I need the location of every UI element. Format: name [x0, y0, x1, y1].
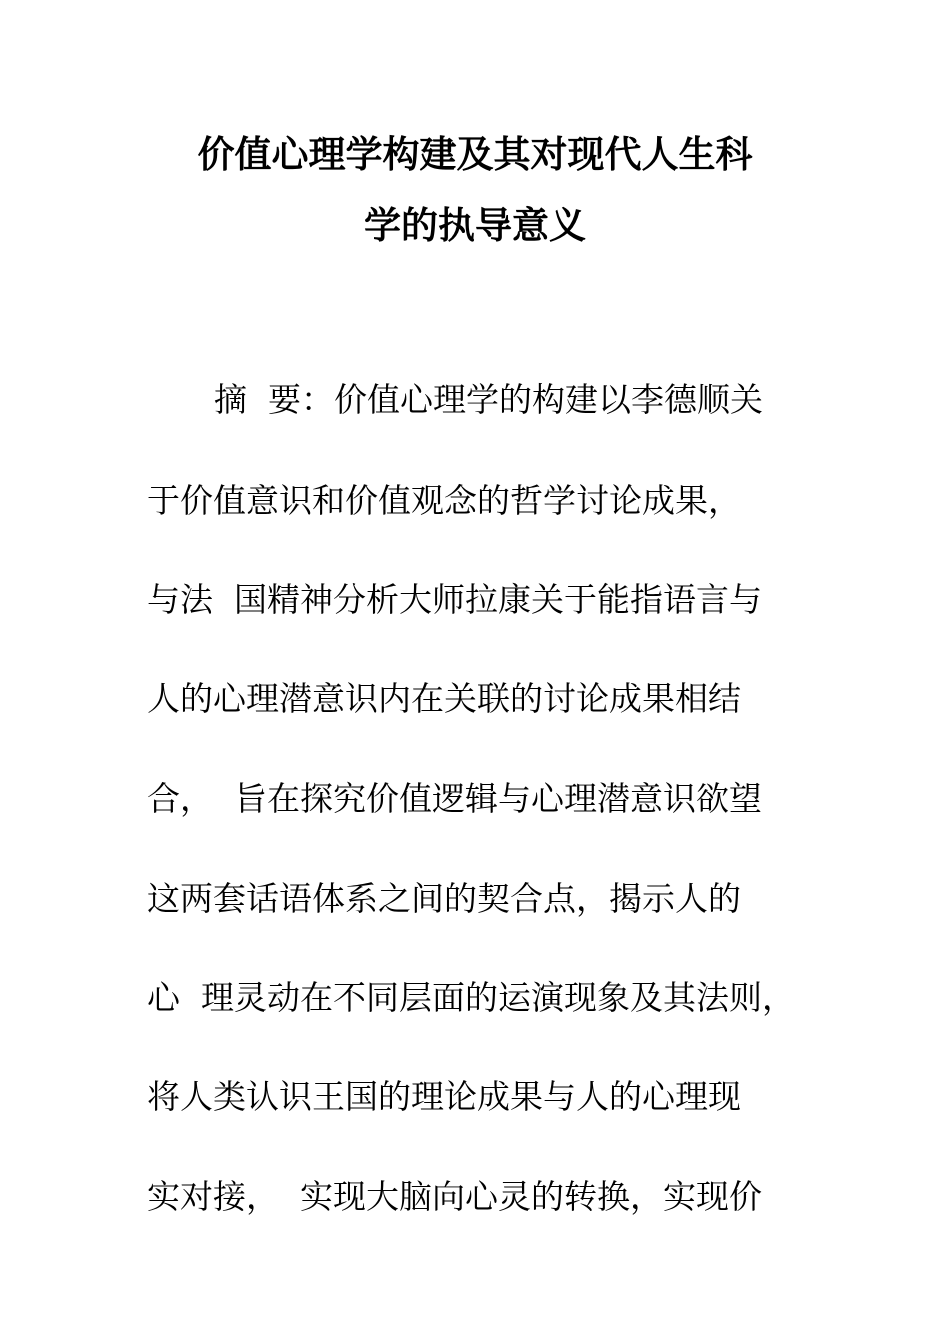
abstract-line-6: 这两套话语体系之间的契合点，揭示人的: [147, 879, 741, 918]
abstract-line-9: 实对接， 实现大脑向心灵的转换，实现价: [147, 1177, 762, 1216]
abstract-line-7: 心 理灵动在不同层面的运演现象及其法则，: [147, 978, 795, 1017]
abstract-line-3: 与法 国精神分析大师拉康关于能指语言与: [147, 580, 762, 619]
abstract-line-8: 将人类认识王国的理论成果与人的心理现: [147, 1077, 741, 1116]
abstract-line-1: 摘 要：价值心理学的构建以李德顺关: [214, 380, 763, 419]
title-line-2: 学的执导意义: [364, 203, 586, 247]
abstract-line-4: 人的心理潜意识内在关联的讨论成果相结: [147, 679, 741, 718]
abstract-line-5: 合， 旨在探究价值逻辑与心理潜意识欲望: [147, 779, 762, 818]
title-line-1: 价值心理学构建及其对现代人生科: [197, 132, 753, 176]
abstract-line-2: 于价值意识和价值观念的哲学讨论成果，: [147, 481, 741, 520]
